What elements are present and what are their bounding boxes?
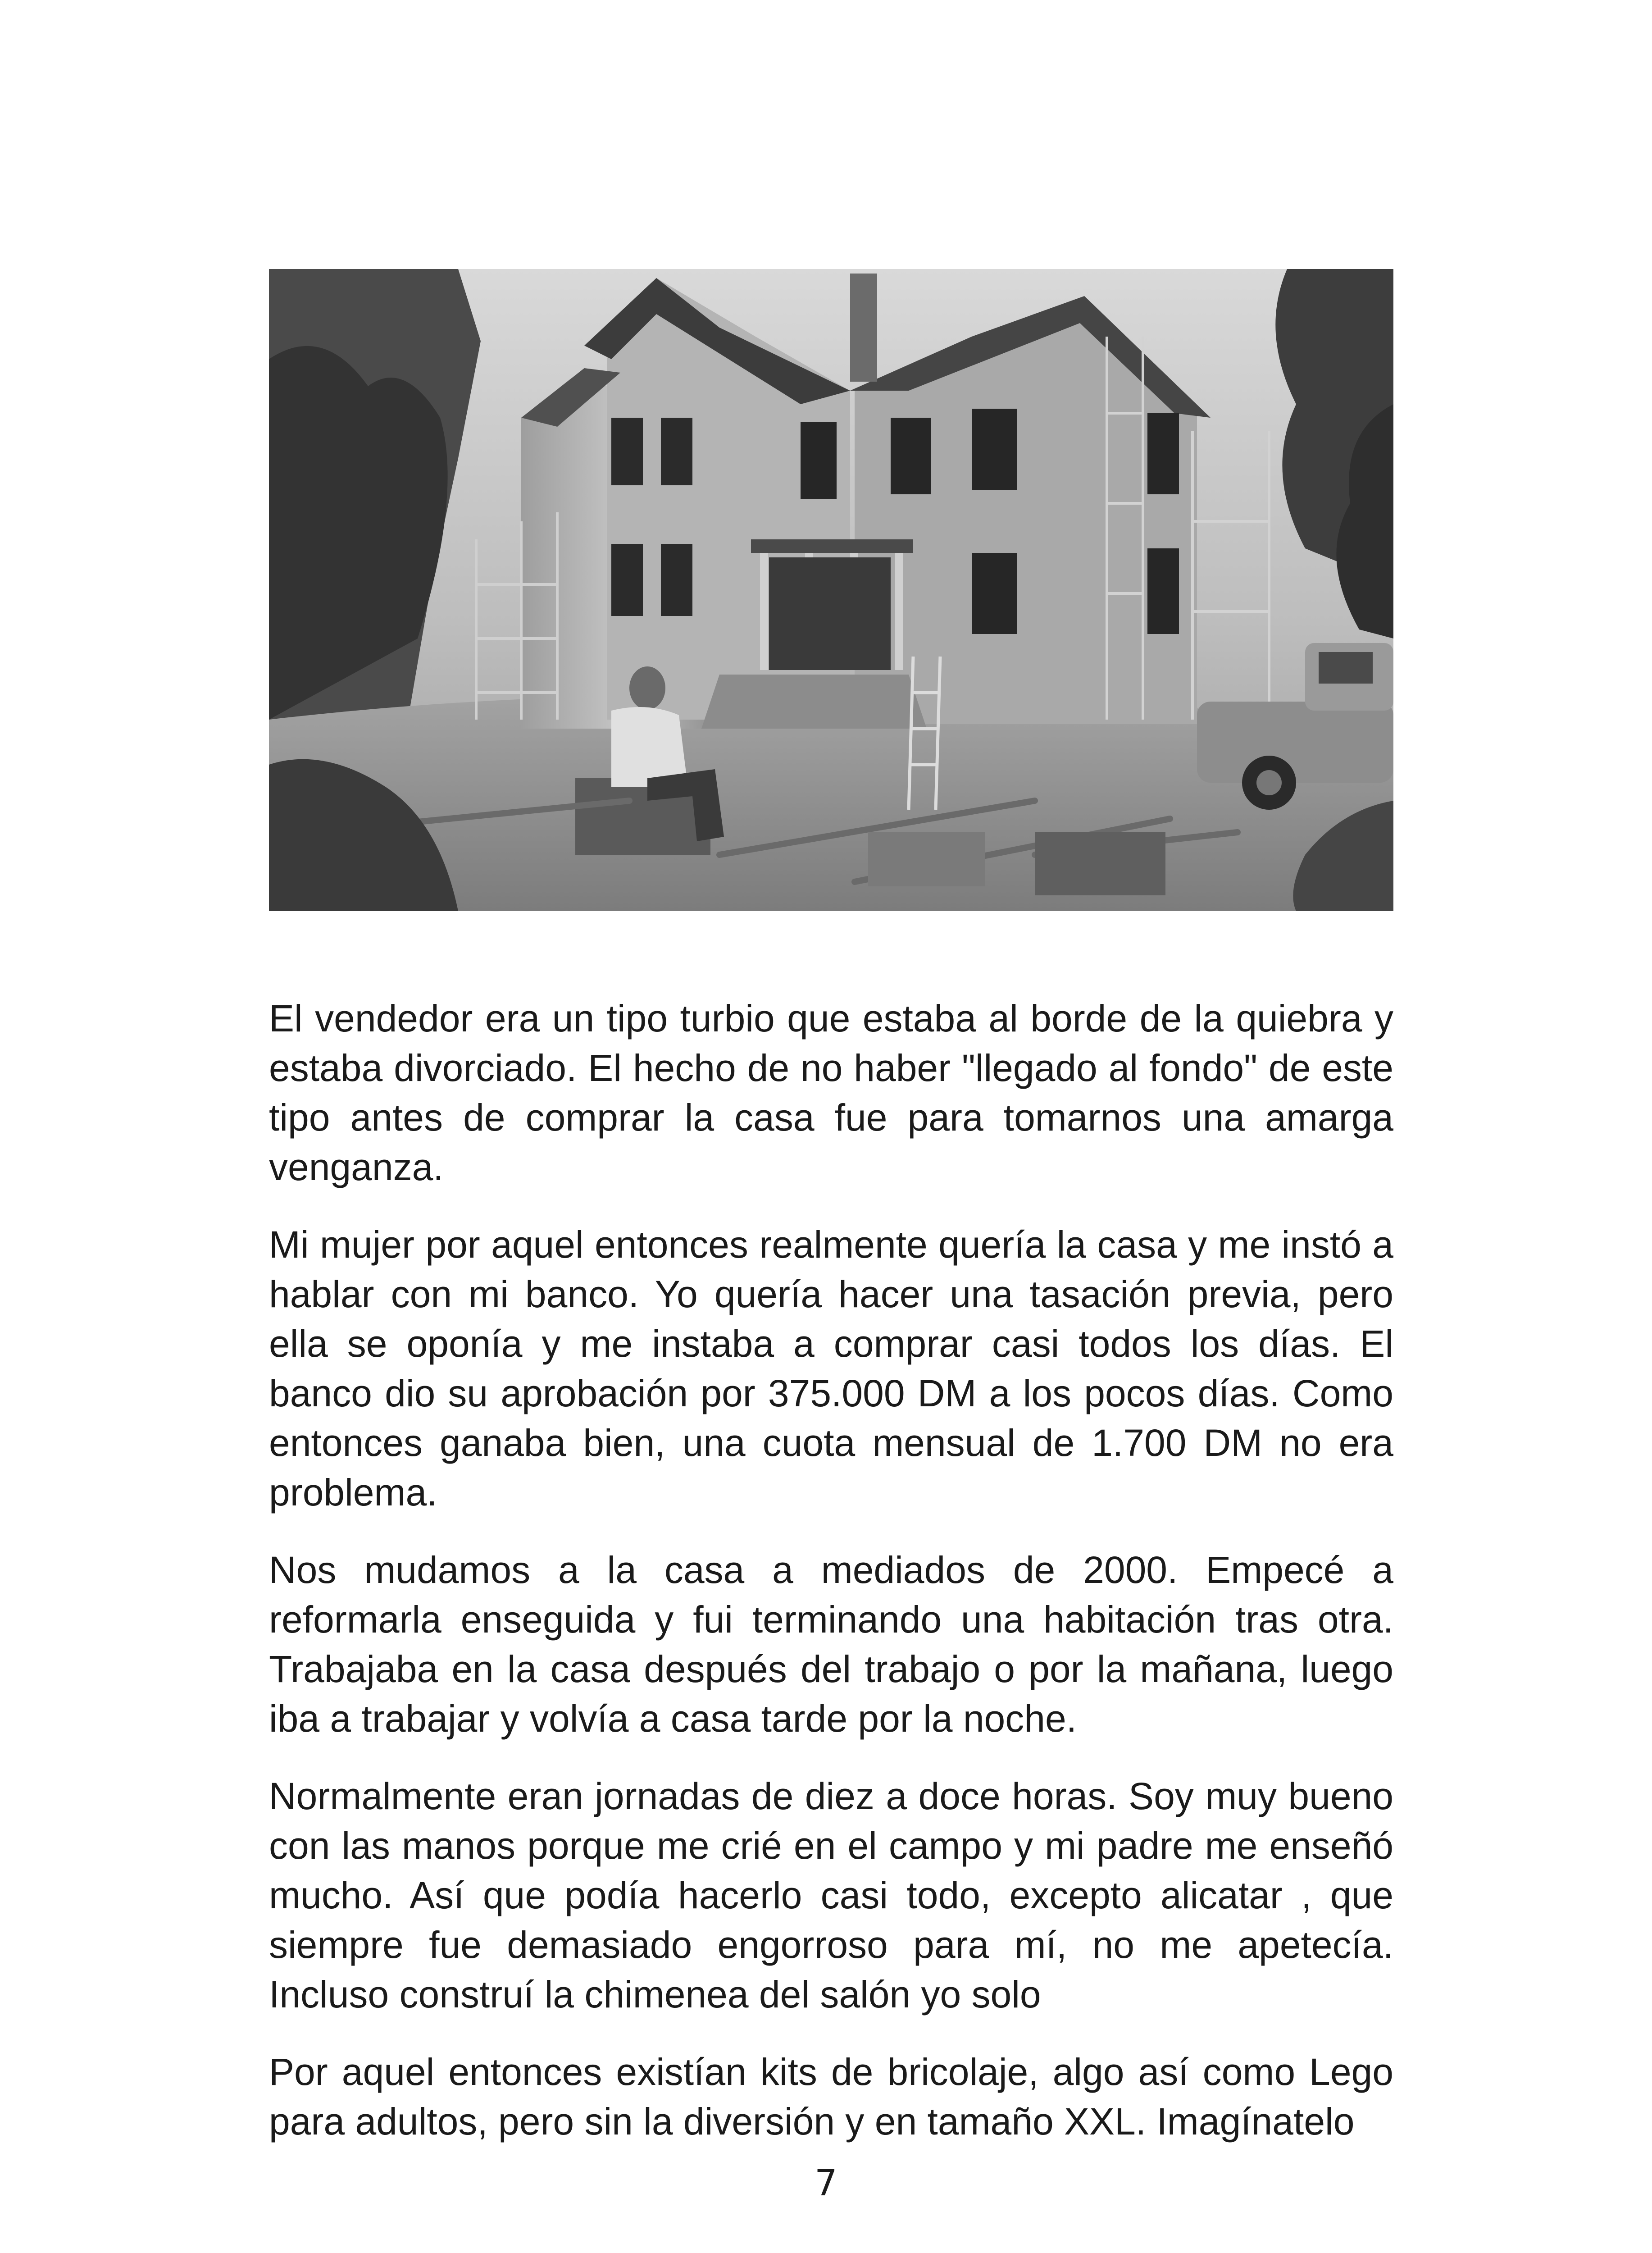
house-renovation-illustration: [269, 269, 1393, 911]
paragraph: Nos mudamos a la casa a mediados de 2000. Empecé a reformarla enseguida y fui terminando una habitación tras otra. Trabajaba en la casa después del trabajo o por la mañana, luego iba a trabajar y volvía a casa tarde por la noche.: [269, 1549, 1393, 1740]
body-text: [269, 994, 1393, 2174]
paragraph: Normalmente eran jornadas de diez a doce horas. Soy muy bueno con las manos porque me crié en el campo y mi padre me enseñó mucho. Así que podía hacerlo casi todo, excepto alicatar , que siempre fue demasiado engorroso para mí, no me apetecía. Incluso construí la chimenea del salón yo solo: [269, 1775, 1393, 2016]
page-number: 7: [815, 2162, 837, 2204]
illustration-artwork: [269, 269, 1393, 911]
paragraph: El vendedor era un tipo turbio que estaba al borde de la quiebra y estaba divorciado. El hecho de no haber "llegado al fondo" de este tipo antes de comprar la casa fue para tomarnos una amarga venganza.: [269, 997, 1393, 1188]
paragraph: Por aquel entonces existían kits de bricolaje, algo así como Lego para adultos, pero sin la diversión y en tamaño XXL. Imagínatelo: [269, 2051, 1393, 2143]
paragraph: Mi mujer por aquel entonces realmente quería la casa y me instó a hablar con mi banco. Yo quería hacer una tasación previa, pero ella se oponía y me instaba a comprar casi todos los días. El banco dio su aprobación por 375.000 DM a los pocos días. Como entonces ganaba bien, una cuota mensual de 1.700 DM no era problema.: [269, 1223, 1393, 1514]
